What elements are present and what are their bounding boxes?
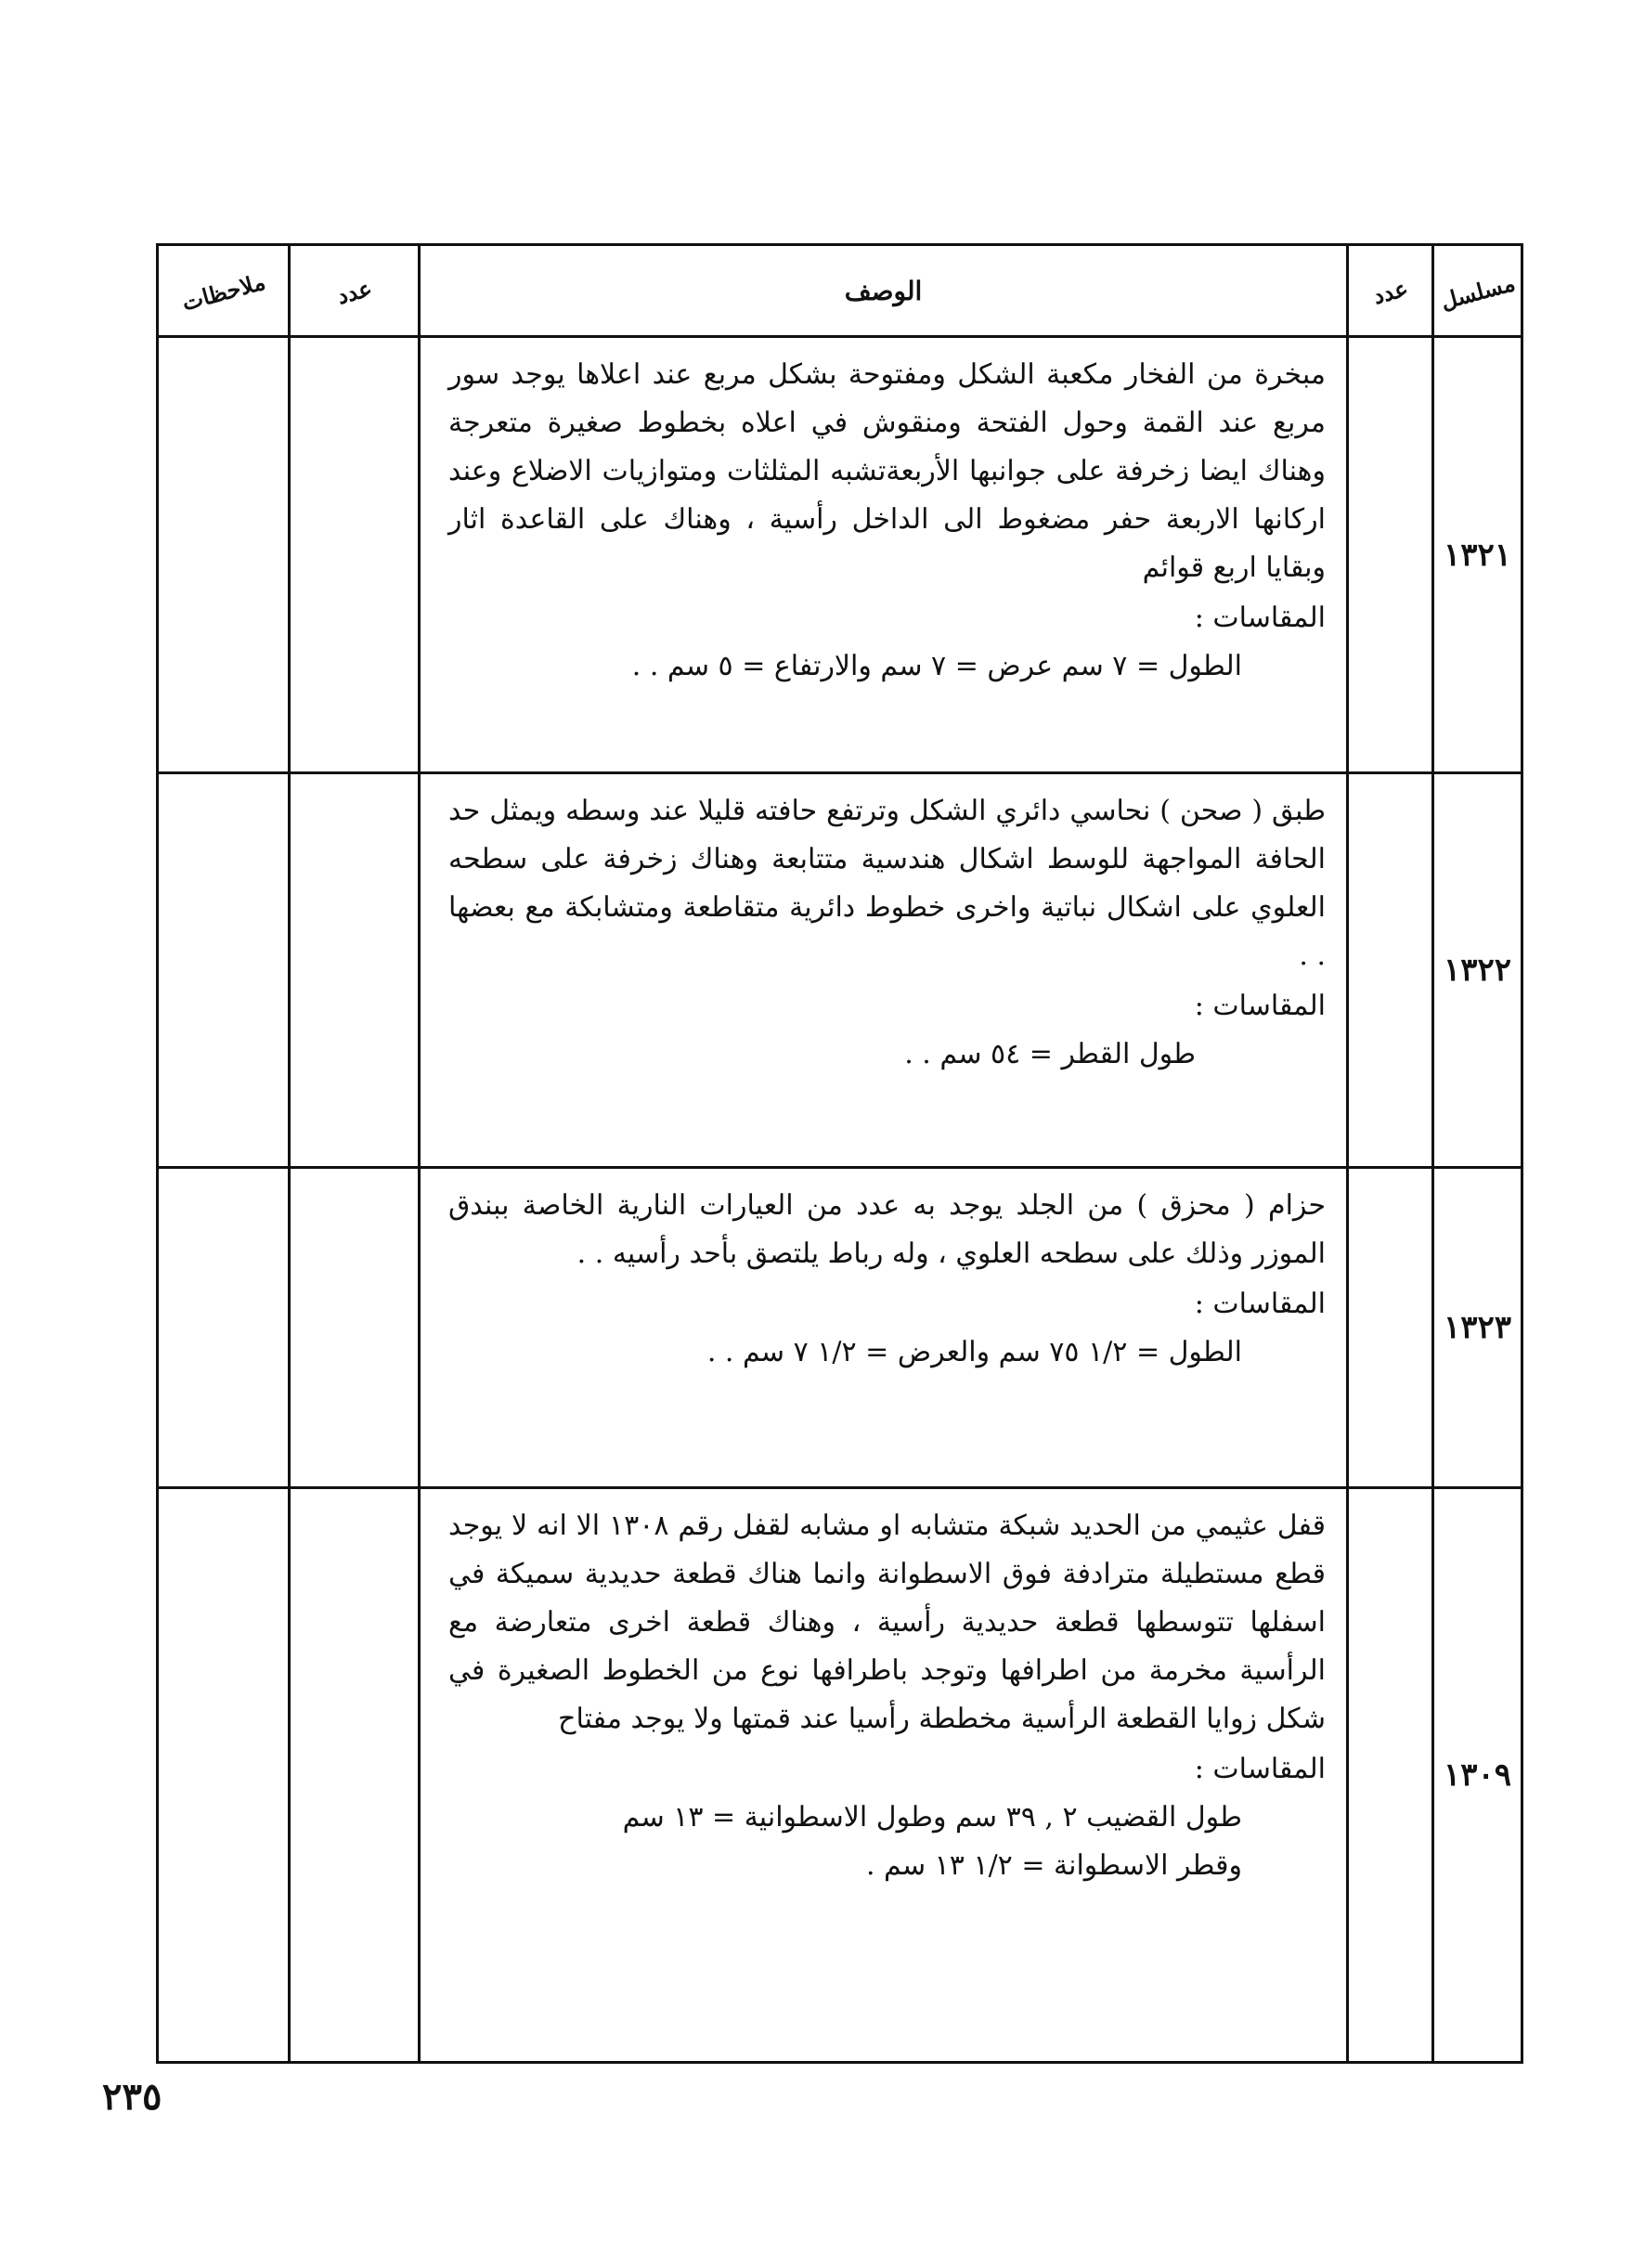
table-header-row [158,245,1522,337]
row-description [420,1488,1348,2063]
measurements-label: المقاسات : [1194,602,1326,634]
description-text: قفل عثيمي من الحديد شبكة متشابه او مشابه لقفل رقم ١٣٠٨ الا انه لا يوجد قطع مستطيلة مترادفة فوق الاسطوانة وانما هناك قطعة حديدية سميكة في اسفلها تتوسطها قطعة حديدية رأسية ، وهناك قطعة اخرى متعارضة مع الرأسية مخرمة من اطرافها وتوجد باطرافها نوع من الخطوط الصغيرة في شكل زوايا القطعة الرأسية مخططة رأسيا عند قمتها ولا يوجد مفتاح [448,1510,1327,1735]
row-count-2 [290,1488,420,2063]
row-notes [158,1488,290,2063]
header-count-2-label: عدد [333,274,375,309]
measurements-label: المقاسات : [1194,1753,1326,1785]
header-description: الوصف [420,245,1348,337]
header-notes [158,245,290,337]
measurement-line: طول القضيب ٢ , ٣٩ سم وطول الاسطوانية = ١٣ سم [622,1801,1242,1834]
table-row [158,1168,1522,1488]
row-notes [158,337,290,773]
row-notes [158,773,290,1168]
measurement-line: الطول = ١/٢ ٧٥ سم والعرض = ١/٢ ٧ سم . . [706,1336,1242,1368]
measurement-line: الطول = ٧ سم عرض = ٧ سم والارتفاع = ٥ سم . . [631,650,1242,682]
row-description [420,1168,1348,1488]
measurements-label: المقاسات : [1194,990,1326,1022]
measurements-label: المقاسات : [1194,1288,1326,1320]
table-row [158,1488,1522,2063]
row-description [420,773,1348,1168]
header-count [1348,245,1433,337]
description-text: مبخرة من الفخار مكعبة الشكل ومفتوحة بشكل مربع عند اعلاها يوجد سور مربع عند القمة وحول الفتحة ومنقوش في اعلاه بخطوط صغيرة متعرجة وهناك ايضا زخرفة على جوانبها الأربعةتشبه المثلثات ومتوازيات الاضلاع وعند اركانها الاربعة حفر مضغوط الى الداخل رأسية ، وهناك على القاعدة اثار وبقايا اربع قوائم [448,358,1326,584]
description-text: طبق ( صحن ) نحاسي دائري الشكل وترتفع حافته قليلا عند وسطه ويمثل حد الحافة المواجهة للوسط اشكال هندسية متتابعة وهناك زخرفة على سطحه العلوي على اشكال نباتية واخرى خطوط دائرية متقاطعة ومتشابكة مع بعضها . . [448,795,1326,972]
row-count [1348,773,1433,1168]
page-number: ٢٣٥ [102,2075,162,2119]
row-count [1348,1488,1433,2063]
header-notes-label: ملاحظات [178,267,268,316]
row-serial: ١٣٠٩ [1433,1488,1522,2063]
row-count [1348,1168,1433,1488]
table-row [158,337,1522,773]
measurement-line: طول القطر = ٥٤ سم . . [904,1038,1196,1070]
catalog-table [156,243,1523,2064]
measurement-line: وقطر الاسطوانة = ١/٢ ١٣ سم . [865,1849,1242,1882]
table-row [158,773,1522,1168]
header-count-label: عدد [1369,274,1411,309]
header-serial-label: مسلسل [1437,268,1518,315]
header-count-2 [290,245,420,337]
row-count [1348,337,1433,773]
row-notes [158,1168,290,1488]
row-count-2 [290,337,420,773]
row-count-2 [290,1168,420,1488]
row-serial: ١٣٢٢ [1433,773,1522,1168]
description-text: حزام ( محزق ) من الجلد يوجد به عدد من العيارات النارية الخاصة ببندق الموزر وذلك على سطحه العلوي ، وله رباط يلتصق بأحد رأسيه . . [448,1189,1326,1270]
header-serial [1433,245,1522,337]
row-description [420,337,1348,773]
row-serial: ١٣٢٣ [1433,1168,1522,1488]
row-serial: ١٣٢١ [1433,337,1522,773]
row-count-2 [290,773,420,1168]
